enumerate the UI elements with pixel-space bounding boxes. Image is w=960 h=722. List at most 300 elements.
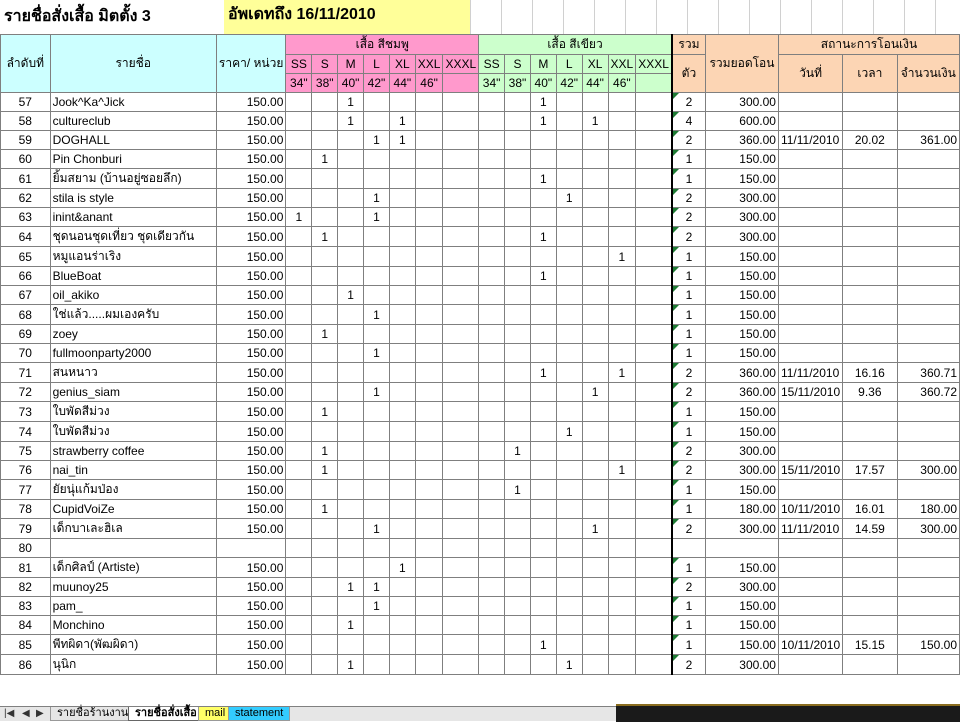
cell-pink-qty[interactable]	[389, 578, 415, 597]
cell-total[interactable]: 150.00	[706, 150, 779, 169]
cell-pink-qty[interactable]	[389, 227, 415, 247]
cell-green-qty[interactable]	[479, 461, 505, 480]
cell-pink-qty[interactable]	[415, 344, 443, 363]
cell-pink-qty[interactable]	[338, 131, 364, 150]
cell-pink-qty[interactable]	[286, 442, 312, 461]
cell-pink-qty[interactable]	[364, 227, 390, 247]
cell-pink-qty[interactable]	[415, 655, 443, 675]
cell-total[interactable]: 300.00	[706, 655, 779, 675]
cell-green-qty[interactable]	[556, 325, 582, 344]
cell-time[interactable]: 9.36	[843, 383, 897, 402]
cell-pink-qty[interactable]	[415, 227, 443, 247]
cell-pink-qty[interactable]	[443, 344, 479, 363]
cell-green-qty[interactable]	[505, 363, 531, 383]
cell-green-qty[interactable]	[608, 150, 636, 169]
cell-pink-qty[interactable]	[338, 383, 364, 402]
cell-name[interactable]: สนหนาว	[50, 363, 216, 383]
cell-no[interactable]: 71	[1, 363, 51, 383]
cell-pink-qty[interactable]: 1	[338, 93, 364, 112]
cell-green-qty[interactable]	[636, 189, 672, 208]
cell-green-qty[interactable]	[582, 305, 608, 325]
cell-green-qty[interactable]	[556, 597, 582, 616]
cell-green-qty[interactable]	[608, 325, 636, 344]
cell-pink-qty[interactable]	[415, 578, 443, 597]
cell-green-qty[interactable]	[582, 169, 608, 189]
cell-green-qty[interactable]: 1	[608, 461, 636, 480]
cell-green-qty[interactable]	[479, 169, 505, 189]
cell-time[interactable]	[843, 578, 897, 597]
cell-green-qty[interactable]	[608, 558, 636, 578]
cell-green-qty[interactable]	[582, 461, 608, 480]
cell-pink-qty[interactable]	[338, 363, 364, 383]
cell-pink-qty[interactable]	[338, 208, 364, 227]
cell-pink-qty[interactable]	[312, 480, 338, 500]
cell-green-qty[interactable]	[479, 442, 505, 461]
cell-pink-qty[interactable]: 1	[312, 227, 338, 247]
cell-green-qty[interactable]	[530, 344, 556, 363]
cell-name[interactable]: Pin Chonburi	[50, 150, 216, 169]
cell-pink-qty[interactable]	[415, 461, 443, 480]
cell-green-qty[interactable]	[505, 286, 531, 305]
cell-pink-qty[interactable]	[443, 93, 479, 112]
cell-amount[interactable]	[897, 578, 959, 597]
tab-shop-list[interactable]: รายชื่อร้านงาน	[50, 707, 135, 721]
cell-price[interactable]: 150.00	[216, 150, 286, 169]
cell-time[interactable]: 15.15	[843, 635, 897, 655]
cell-time[interactable]	[843, 422, 897, 442]
cell-pink-qty[interactable]	[443, 189, 479, 208]
cell-green-qty[interactable]	[505, 635, 531, 655]
cell-pink-qty[interactable]	[415, 325, 443, 344]
cell-date[interactable]	[778, 247, 842, 267]
cell-green-qty[interactable]	[556, 227, 582, 247]
cell-green-qty[interactable]: 1	[556, 189, 582, 208]
cell-count[interactable]: 2	[672, 461, 706, 480]
cell-pink-qty[interactable]	[389, 325, 415, 344]
cell-pink-qty[interactable]	[286, 655, 312, 675]
cell-green-qty[interactable]	[479, 189, 505, 208]
cell-green-qty[interactable]	[556, 150, 582, 169]
cell-time[interactable]: 14.59	[843, 519, 897, 539]
cell-no[interactable]: 65	[1, 247, 51, 267]
cell-green-qty[interactable]	[582, 189, 608, 208]
cell-total[interactable]: 300.00	[706, 208, 779, 227]
cell-green-qty[interactable]	[479, 227, 505, 247]
cell-pink-qty[interactable]	[364, 150, 390, 169]
cell-green-qty[interactable]: 1	[582, 519, 608, 539]
cell-time[interactable]	[843, 286, 897, 305]
cell-green-qty[interactable]	[608, 597, 636, 616]
cell-pink-qty[interactable]	[286, 189, 312, 208]
cell-pink-qty[interactable]	[286, 558, 312, 578]
cell-name[interactable]: BlueBoat	[50, 267, 216, 286]
cell-pink-qty[interactable]	[443, 578, 479, 597]
cell-no[interactable]: 67	[1, 286, 51, 305]
cell-amount[interactable]	[897, 150, 959, 169]
cell-green-qty[interactable]	[530, 558, 556, 578]
cell-pink-qty[interactable]	[364, 286, 390, 305]
cell-green-qty[interactable]	[636, 461, 672, 480]
cell-green-qty[interactable]	[582, 655, 608, 675]
cell-time[interactable]: 16.01	[843, 500, 897, 519]
cell-green-qty[interactable]: 1	[530, 169, 556, 189]
cell-pink-qty[interactable]	[312, 131, 338, 150]
cell-pink-qty[interactable]: 1	[312, 442, 338, 461]
cell-amount[interactable]	[897, 480, 959, 500]
cell-total[interactable]: 300.00	[706, 442, 779, 461]
cell-price[interactable]: 150.00	[216, 519, 286, 539]
cell-pink-qty[interactable]	[389, 539, 415, 558]
cell-total[interactable]: 150.00	[706, 616, 779, 635]
cell-pink-qty[interactable]	[312, 93, 338, 112]
cell-amount[interactable]	[897, 169, 959, 189]
cell-count[interactable]: 2	[672, 208, 706, 227]
cell-amount[interactable]	[897, 189, 959, 208]
cell-amount[interactable]: 361.00	[897, 131, 959, 150]
cell-green-qty[interactable]: 1	[505, 442, 531, 461]
cell-pink-qty[interactable]: 1	[338, 286, 364, 305]
cell-no[interactable]: 66	[1, 267, 51, 286]
cell-pink-qty[interactable]	[312, 344, 338, 363]
cell-time[interactable]: 20.02	[843, 131, 897, 150]
cell-pink-qty[interactable]	[364, 558, 390, 578]
cell-pink-qty[interactable]	[338, 442, 364, 461]
cell-green-qty[interactable]	[608, 519, 636, 539]
cell-pink-qty[interactable]	[443, 227, 479, 247]
cell-date[interactable]	[778, 578, 842, 597]
cell-pink-qty[interactable]	[364, 480, 390, 500]
cell-time[interactable]	[843, 597, 897, 616]
cell-green-qty[interactable]	[636, 305, 672, 325]
cell-amount[interactable]: 360.71	[897, 363, 959, 383]
cell-no[interactable]: 81	[1, 558, 51, 578]
cell-pink-qty[interactable]	[338, 597, 364, 616]
cell-green-qty[interactable]	[505, 150, 531, 169]
cell-pink-qty[interactable]	[415, 422, 443, 442]
cell-date[interactable]: 15/11/2010	[778, 461, 842, 480]
cell-price[interactable]: 150.00	[216, 442, 286, 461]
cell-pink-qty[interactable]	[312, 208, 338, 227]
tab-mail[interactable]: mail	[198, 707, 232, 721]
cell-name[interactable]: pam_	[50, 597, 216, 616]
cell-green-qty[interactable]	[556, 305, 582, 325]
cell-name[interactable]: พีทผิดา(พัฒผิดา)	[50, 635, 216, 655]
cell-green-qty[interactable]	[479, 635, 505, 655]
cell-price[interactable]: 150.00	[216, 112, 286, 131]
cell-date[interactable]	[778, 655, 842, 675]
cell-green-qty[interactable]	[608, 344, 636, 363]
cell-green-qty[interactable]: 1	[530, 363, 556, 383]
cell-green-qty[interactable]	[636, 422, 672, 442]
cell-green-qty[interactable]	[636, 655, 672, 675]
cell-green-qty[interactable]	[556, 442, 582, 461]
cell-pink-qty[interactable]	[443, 635, 479, 655]
cell-green-qty[interactable]	[556, 93, 582, 112]
cell-green-qty[interactable]	[582, 422, 608, 442]
cell-total[interactable]: 150.00	[706, 305, 779, 325]
cell-green-qty[interactable]	[608, 480, 636, 500]
cell-pink-qty[interactable]	[364, 363, 390, 383]
cell-pink-qty[interactable]	[443, 267, 479, 286]
cell-green-qty[interactable]	[636, 112, 672, 131]
cell-price[interactable]: 150.00	[216, 480, 286, 500]
cell-price[interactable]: 150.00	[216, 597, 286, 616]
cell-green-qty[interactable]	[505, 539, 531, 558]
cell-pink-qty[interactable]: 1	[364, 597, 390, 616]
cell-green-qty[interactable]	[505, 616, 531, 635]
cell-pink-qty[interactable]	[389, 500, 415, 519]
cell-name[interactable]: oil_akiko	[50, 286, 216, 305]
cell-green-qty[interactable]: 1	[530, 93, 556, 112]
cell-name[interactable]: Jook^Ka^Jick	[50, 93, 216, 112]
cell-name[interactable]: nai_tin	[50, 461, 216, 480]
cell-green-qty[interactable]	[582, 558, 608, 578]
cell-pink-qty[interactable]: 1	[389, 131, 415, 150]
cell-green-qty[interactable]	[505, 578, 531, 597]
cell-date[interactable]	[778, 189, 842, 208]
cell-date[interactable]	[778, 597, 842, 616]
cell-pink-qty[interactable]	[443, 422, 479, 442]
cell-pink-qty[interactable]	[443, 150, 479, 169]
cell-total[interactable]: 300.00	[706, 227, 779, 247]
cell-pink-qty[interactable]	[443, 558, 479, 578]
cell-pink-qty[interactable]	[286, 422, 312, 442]
cell-green-qty[interactable]	[479, 597, 505, 616]
cell-time[interactable]	[843, 267, 897, 286]
cell-green-qty[interactable]	[582, 150, 608, 169]
cell-pink-qty[interactable]	[312, 519, 338, 539]
cell-no[interactable]: 69	[1, 325, 51, 344]
cell-date[interactable]	[778, 422, 842, 442]
cell-time[interactable]: 16.16	[843, 363, 897, 383]
cell-name[interactable]: เด็กศิลป์ (Artiste)	[50, 558, 216, 578]
cell-pink-qty[interactable]: 1	[364, 383, 390, 402]
cell-green-qty[interactable]	[505, 112, 531, 131]
cell-no[interactable]: 80	[1, 539, 51, 558]
cell-green-qty[interactable]	[608, 578, 636, 597]
cell-pink-qty[interactable]	[415, 500, 443, 519]
cell-pink-qty[interactable]	[364, 500, 390, 519]
cell-no[interactable]: 86	[1, 655, 51, 675]
cell-green-qty[interactable]	[608, 208, 636, 227]
cell-green-qty[interactable]	[479, 519, 505, 539]
cell-pink-qty[interactable]	[443, 480, 479, 500]
cell-pink-qty[interactable]	[415, 635, 443, 655]
cell-green-qty[interactable]	[582, 402, 608, 422]
cell-price[interactable]: 150.00	[216, 422, 286, 442]
cell-name[interactable]: cultureclub	[50, 112, 216, 131]
cell-count[interactable]: 1	[672, 402, 706, 422]
cell-pink-qty[interactable]	[286, 344, 312, 363]
cell-no[interactable]: 74	[1, 422, 51, 442]
cell-pink-qty[interactable]	[286, 480, 312, 500]
cell-green-qty[interactable]	[556, 383, 582, 402]
cell-pink-qty[interactable]	[286, 325, 312, 344]
cell-green-qty[interactable]	[556, 519, 582, 539]
cell-pink-qty[interactable]	[443, 325, 479, 344]
cell-price[interactable]: 150.00	[216, 286, 286, 305]
cell-no[interactable]: 57	[1, 93, 51, 112]
cell-pink-qty[interactable]	[415, 131, 443, 150]
cell-pink-qty[interactable]	[364, 402, 390, 422]
cell-pink-qty[interactable]	[286, 247, 312, 267]
cell-pink-qty[interactable]	[389, 93, 415, 112]
cell-time[interactable]	[843, 247, 897, 267]
cell-amount[interactable]	[897, 402, 959, 422]
cell-green-qty[interactable]	[582, 597, 608, 616]
cell-green-qty[interactable]	[505, 344, 531, 363]
cell-green-qty[interactable]	[608, 500, 636, 519]
cell-amount[interactable]	[897, 422, 959, 442]
cell-amount[interactable]	[897, 247, 959, 267]
cell-green-qty[interactable]	[530, 500, 556, 519]
cell-pink-qty[interactable]	[389, 286, 415, 305]
cell-green-qty[interactable]	[636, 539, 672, 558]
cell-green-qty[interactable]	[636, 519, 672, 539]
cell-date[interactable]: 11/11/2010	[778, 363, 842, 383]
cell-price[interactable]: 150.00	[216, 247, 286, 267]
cell-green-qty[interactable]: 1	[530, 112, 556, 131]
cell-green-qty[interactable]	[556, 208, 582, 227]
cell-green-qty[interactable]	[530, 519, 556, 539]
cell-pink-qty[interactable]	[415, 519, 443, 539]
cell-green-qty[interactable]: 1	[556, 422, 582, 442]
cell-total[interactable]: 150.00	[706, 247, 779, 267]
cell-total[interactable]: 150.00	[706, 169, 779, 189]
cell-price[interactable]: 150.00	[216, 616, 286, 635]
cell-price[interactable]: 150.00	[216, 208, 286, 227]
cell-pink-qty[interactable]	[443, 442, 479, 461]
cell-no[interactable]: 70	[1, 344, 51, 363]
cell-green-qty[interactable]	[479, 247, 505, 267]
cell-green-qty[interactable]	[479, 112, 505, 131]
cell-date[interactable]: 11/11/2010	[778, 519, 842, 539]
cell-count[interactable]: 1	[672, 635, 706, 655]
cell-green-qty[interactable]: 1	[530, 227, 556, 247]
cell-no[interactable]: 58	[1, 112, 51, 131]
cell-pink-qty[interactable]	[443, 461, 479, 480]
cell-pink-qty[interactable]	[415, 247, 443, 267]
cell-green-qty[interactable]	[636, 500, 672, 519]
cell-time[interactable]	[843, 402, 897, 422]
cell-pink-qty[interactable]	[443, 286, 479, 305]
cell-green-qty[interactable]	[608, 169, 636, 189]
cell-pink-qty[interactable]	[415, 93, 443, 112]
cell-total[interactable]: 360.00	[706, 131, 779, 150]
cell-amount[interactable]	[897, 208, 959, 227]
cell-green-qty[interactable]	[505, 227, 531, 247]
cell-no[interactable]: 75	[1, 442, 51, 461]
cell-count[interactable]: 2	[672, 93, 706, 112]
cell-pink-qty[interactable]: 1	[312, 500, 338, 519]
cell-name[interactable]: ยิ้มสยาม (บ้านอยู่ซอยลึก)	[50, 169, 216, 189]
cell-count[interactable]: 1	[672, 480, 706, 500]
cell-name[interactable]: fullmoonparty2000	[50, 344, 216, 363]
cell-green-qty[interactable]	[479, 558, 505, 578]
cell-amount[interactable]	[897, 344, 959, 363]
cell-name[interactable]: ใช่แล้ว.....ผมเองครับ	[50, 305, 216, 325]
cell-green-qty[interactable]	[479, 267, 505, 286]
cell-pink-qty[interactable]	[364, 267, 390, 286]
cell-green-qty[interactable]	[582, 500, 608, 519]
cell-name[interactable]: นุนิก	[50, 655, 216, 675]
cell-no[interactable]: 59	[1, 131, 51, 150]
cell-pink-qty[interactable]: 1	[389, 558, 415, 578]
cell-count[interactable]: 1	[672, 267, 706, 286]
cell-pink-qty[interactable]	[415, 112, 443, 131]
cell-amount[interactable]: 180.00	[897, 500, 959, 519]
cell-pink-qty[interactable]: 1	[312, 402, 338, 422]
cell-count[interactable]: 1	[672, 616, 706, 635]
cell-total[interactable]: 360.00	[706, 363, 779, 383]
cell-amount[interactable]	[897, 558, 959, 578]
cell-green-qty[interactable]	[582, 635, 608, 655]
cell-total[interactable]: 300.00	[706, 93, 779, 112]
cell-no[interactable]: 76	[1, 461, 51, 480]
cell-green-qty[interactable]	[505, 422, 531, 442]
cell-pink-qty[interactable]	[312, 383, 338, 402]
cell-pink-qty[interactable]	[389, 150, 415, 169]
cell-count[interactable]: 2	[672, 655, 706, 675]
cell-no[interactable]: 72	[1, 383, 51, 402]
cell-green-qty[interactable]: 1	[530, 635, 556, 655]
cell-pink-qty[interactable]	[415, 383, 443, 402]
cell-amount[interactable]	[897, 442, 959, 461]
cell-green-qty[interactable]	[636, 578, 672, 597]
cell-green-qty[interactable]	[479, 500, 505, 519]
cell-green-qty[interactable]	[636, 208, 672, 227]
cell-pink-qty[interactable]	[312, 597, 338, 616]
cell-green-qty[interactable]	[608, 131, 636, 150]
cell-name[interactable]: ใบพัดสีม่วง	[50, 402, 216, 422]
cell-name[interactable]: เด็กบาเละฮิเล	[50, 519, 216, 539]
cell-pink-qty[interactable]: 1	[364, 578, 390, 597]
cell-time[interactable]	[843, 655, 897, 675]
cell-green-qty[interactable]	[556, 169, 582, 189]
cell-pink-qty[interactable]	[364, 93, 390, 112]
cell-green-qty[interactable]	[636, 150, 672, 169]
cell-green-qty[interactable]	[636, 597, 672, 616]
cell-total[interactable]: 300.00	[706, 578, 779, 597]
cell-count[interactable]: 2	[672, 189, 706, 208]
cell-amount[interactable]	[897, 655, 959, 675]
cell-pink-qty[interactable]	[443, 383, 479, 402]
cell-price[interactable]: 150.00	[216, 169, 286, 189]
cell-green-qty[interactable]	[556, 558, 582, 578]
cell-green-qty[interactable]	[479, 208, 505, 227]
cell-green-qty[interactable]	[530, 305, 556, 325]
cell-green-qty[interactable]	[636, 442, 672, 461]
cell-time[interactable]	[843, 539, 897, 558]
cell-time[interactable]	[843, 616, 897, 635]
cell-green-qty[interactable]	[530, 208, 556, 227]
cell-time[interactable]	[843, 208, 897, 227]
cell-pink-qty[interactable]	[338, 150, 364, 169]
cell-price[interactable]: 150.00	[216, 655, 286, 675]
cell-price[interactable]: 150.00	[216, 558, 286, 578]
cell-pink-qty[interactable]	[389, 480, 415, 500]
cell-price[interactable]	[216, 539, 286, 558]
cell-pink-qty[interactable]	[389, 422, 415, 442]
cell-green-qty[interactable]	[608, 442, 636, 461]
cell-name[interactable]: ยัยนุ่แก้มป่อง	[50, 480, 216, 500]
cell-green-qty[interactable]	[479, 131, 505, 150]
cell-pink-qty[interactable]	[443, 208, 479, 227]
cell-date[interactable]	[778, 325, 842, 344]
cell-green-qty[interactable]	[556, 363, 582, 383]
cell-amount[interactable]: 150.00	[897, 635, 959, 655]
cell-green-qty[interactable]	[636, 344, 672, 363]
